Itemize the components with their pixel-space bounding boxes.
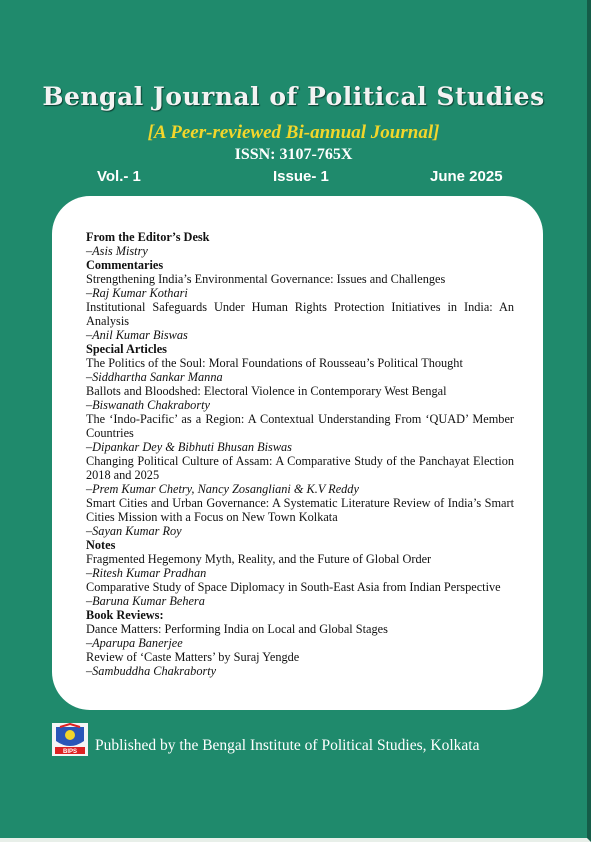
volume-label: Vol.- 1 [97,168,141,185]
toc-author: –Ritesh Kumar Pradhan [86,566,207,580]
toc-item: Smart Cities and Urban Governance: A Systematic Literature Review of India’s Smart Cities Mission with a Focus on New Town Kolkata [86,496,514,524]
table-of-contents [86,230,514,678]
toc-item: Changing Political Culture of Assam: A Comparative Study of the Panchayat Election 2018 and 2025 [86,454,514,482]
toc-author: –Prem Kumar Chetry, Nancy Zosangliani & K.V Reddy [86,482,359,496]
toc-author: –Siddhartha Sankar Manna [86,370,223,384]
published-by-line: Published by the Bengal Institute of Political Studies, Kolkata [95,737,480,754]
toc-heading: From the Editor’s Desk [86,230,210,244]
toc-item: Comparative Study of Space Diplomacy in South-East Asia from Indian Perspective [86,580,501,594]
toc-heading: Special Articles [86,342,167,356]
toc-item: Review of ‘Caste Matters’ by Suraj Yengde [86,650,300,664]
toc-heading: Notes [86,538,116,552]
issn-label: ISSN: 3107-765X [234,146,353,163]
toc-author: –Raj Kumar Kothari [86,286,188,300]
toc-item: The Politics of the Soul: Moral Foundations of Rousseau’s Political Thought [86,356,463,370]
date-label: June 2025 [430,168,503,185]
toc-author: –Aparupa Banerjee [86,636,183,650]
toc-author: –Anil Kumar Biswas [86,328,188,342]
toc-item: Fragmented Hegemony Myth, Reality, and the Future of Global Order [86,552,432,566]
journal-title: Bengal Journal of Political Studies [42,82,545,111]
logo-text: BIPS [62,749,78,755]
toc-author: –Sambuddha Chakraborty [86,664,217,678]
toc-author: –Sayan Kumar Roy [86,524,182,538]
toc-item: Strengthening India’s Environmental Governance: Issues and Challenges [86,272,446,286]
toc-item: Institutional Safeguards Under Human Rights Protection Initiatives in India: An Analysis [86,300,514,328]
toc-author: –Biswanath Chakraborty [86,398,210,412]
toc-author: –Baruna Kumar Behera [86,594,205,608]
toc-item: The ‘Indo-Pacific’ as a Region: A Contextual Understanding From ‘QUAD’ Member Countries [86,412,514,440]
journal-subtitle: [A Peer-reviewed Bi-annual Journal] [147,122,440,143]
toc-heading: Commentaries [86,258,164,272]
toc-author: –Asis Mistry [86,244,148,258]
issue-label: Issue- 1 [273,168,329,185]
publisher-footer [52,719,552,759]
toc-item: Ballots and Bloodshed: Electoral Violence in Contemporary West Bengal [86,384,447,398]
toc-item: Dance Matters: Performing India on Local and Global Stages [86,622,388,636]
toc-heading: Book Reviews: [86,608,164,622]
toc-author: –Dipankar Dey & Bibhuti Bhusan Biswas [86,440,292,454]
institute-emblem-icon [52,723,88,756]
